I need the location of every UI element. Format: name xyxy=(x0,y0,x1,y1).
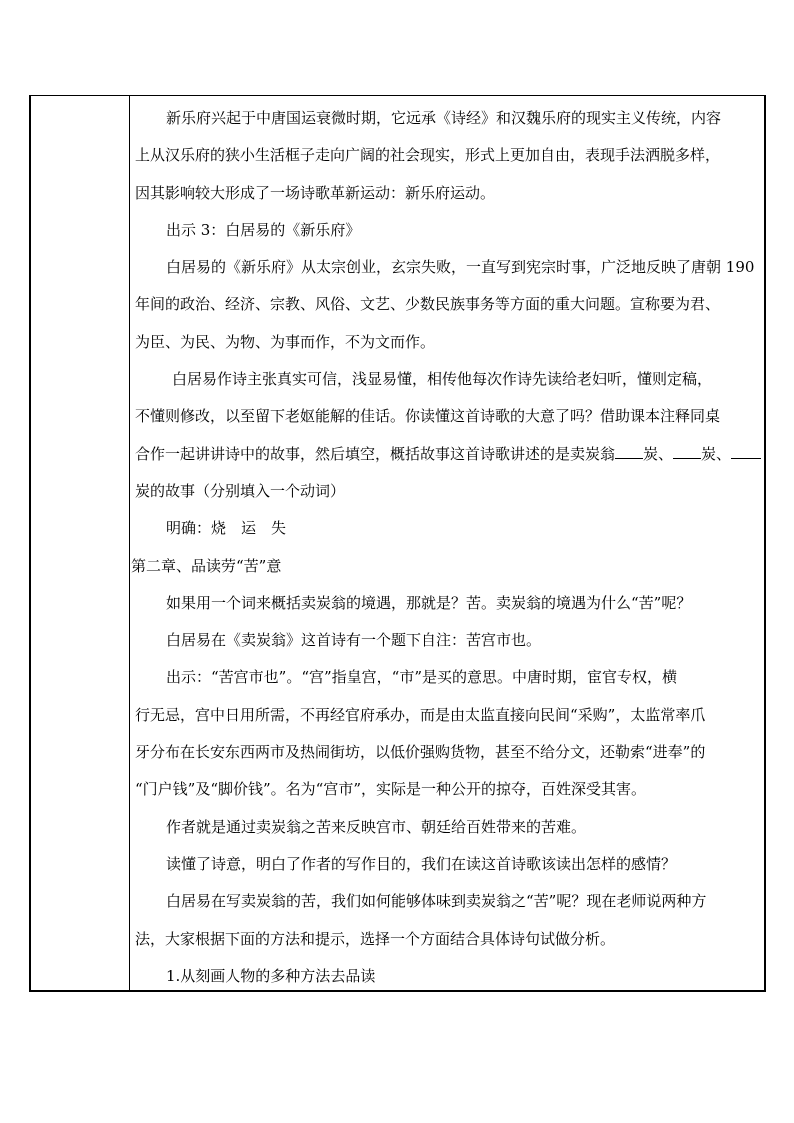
paragraph-line: 牙分布在长安东西两市及热闹街坊，以低价强购货物，甚至不给分文，还勒索“进奉”的 xyxy=(135,743,706,762)
answer-blank-3 xyxy=(731,446,761,459)
fill-in-text: 合作一起讲讲诗中的故事，然后填空，概括故事这首诗歌讲述的是卖炭翁 xyxy=(135,444,616,463)
paragraph-line: 出示：“苦宫市也”。“宫”指皇宫，“市”是买的意思。中唐时期，宦官专权，横 xyxy=(166,668,678,687)
lesson-table xyxy=(29,95,766,992)
fill-in-text: 炭、 xyxy=(643,444,674,463)
paragraph-line: 炭的故事（分别填入一个动词） xyxy=(135,481,346,500)
paragraph-line: 行无忌，宫中日用所需，不再经官府承办，而是由太监直接向民间“采购”，太监常率爪 xyxy=(135,705,706,724)
paragraph-line: 新乐府兴起于中唐国运衰微时期，它远承《诗经》和汉魏乐府的现实主义传统，内容 xyxy=(166,109,722,127)
column-divider xyxy=(129,96,130,990)
fill-in-line xyxy=(135,436,763,473)
paragraph-line: 作者就是通过卖炭翁之苦来反映宫市、朝廷给百姓带来的苦难。 xyxy=(166,817,587,836)
content-cell xyxy=(131,100,763,995)
paragraph-line: 为臣、为民、为物、为事而作，不为文而作。 xyxy=(135,332,436,351)
fill-in-text: 炭、 xyxy=(701,444,732,463)
paragraph-line: 年间的政治、经济、宗教、风俗、文艺、少数民族事务等方面的重大问题。宣称要为君、 xyxy=(135,295,721,314)
paragraph-line: 读懂了诗意，明白了作者的写作目的，我们在读这首诗歌该读出怎样的感情？ xyxy=(166,854,677,873)
answer-blank-2 xyxy=(673,446,701,459)
paragraph-line: 白居易在《卖炭翁》这首诗有一个题下自注：苦宫市也。 xyxy=(166,631,542,650)
paragraph-line: 因其影响较大形成了一场诗歌革新运动：新乐府运动。 xyxy=(135,183,496,202)
paragraph-line: “门户钱”及“脚价钱”。名为“宫市”，实际是一种公开的掠夺，百姓深受其害。 xyxy=(135,780,647,799)
paragraph-line: 上从汉乐府的狭小生活框子走向广阔的社会现实，形式上更加自由，表现手法洒脱多样， xyxy=(135,146,721,165)
section-heading: 第二章、品读劳“苦”意 xyxy=(131,556,282,575)
paragraph-line: 白居易的《新乐府》从太宗创业，玄宗失败，一直写到宪宗时事，广泛地反映了唐朝 190 xyxy=(166,258,755,277)
paragraph-line: 明确：烧 运 失 xyxy=(166,519,287,538)
paragraph-line: 法，大家根据下面的方法和提示，选择一个方面结合具体诗句试做分析。 xyxy=(135,929,616,948)
paragraph-line: 如果用一个词来概括卖炭翁的境遇，那就是？苦。卖炭翁的境遇为什么“苦”呢？ xyxy=(166,593,692,612)
paragraph-line: 不懂则修改，以至留下老妪能解的佳话。你读懂这首诗歌的大意了吗？借助课本注释同桌 xyxy=(135,407,721,426)
answer-blank-1 xyxy=(615,446,643,459)
list-item: 1.从刻画人物的多种方法去品读 xyxy=(166,966,376,985)
paragraph-line: 出示 3：白居易的《新乐府》 xyxy=(166,220,361,239)
paragraph-line: 白居易作诗主张真实可信，浅显易懂，相传他每次作诗先读给老妇听，懂则定稿， xyxy=(172,370,713,389)
paragraph-line: 白居易在写卖炭翁的苦，我们如何能够体味到卖炭翁之“苦”呢？现在老师说两种方 xyxy=(166,892,707,911)
